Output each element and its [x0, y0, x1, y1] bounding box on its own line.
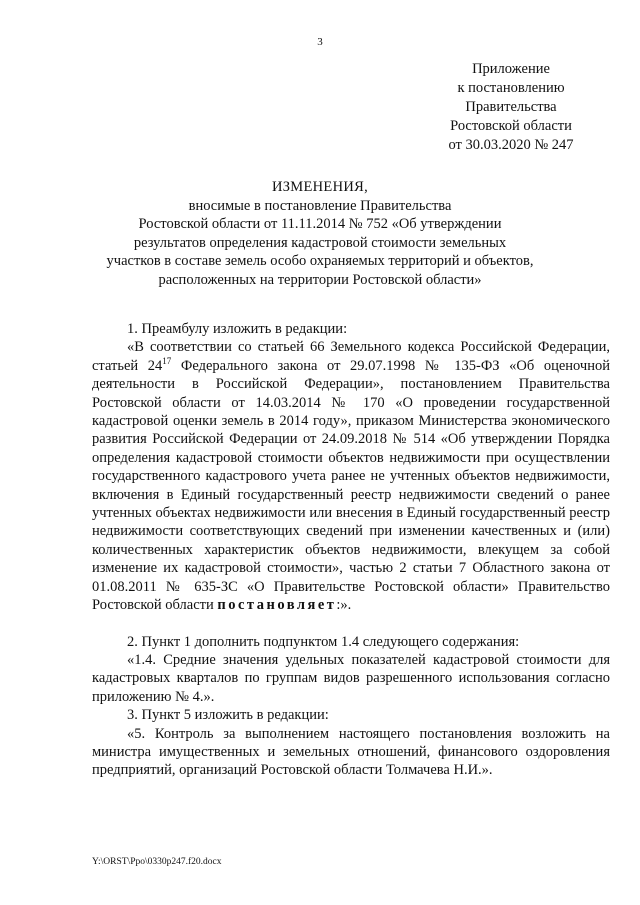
- item-3-intro: 3. Пункт 5 изложить в редакции:: [127, 707, 329, 724]
- document-title: [60, 178, 580, 289]
- item-1-quote-part-b: Федерального закона от 29.07.1998 № 135-ФЗ «Об оценочной деятельности в Российской Федерации», постановлением Правительства Ростовской области от 14.03.2014 № 170 «О проведении государственной кадастровой оценки земель в 2014 году», приказом Министерства экономического развития Российской Федерации от 24.09.2018 № 514 «Об утверждении Порядка определения кадастровой стоимости объектов недвижимости при осуществлении государственного кадастрового учета ранее не учтенных объектов недвижимости, включения в Единый государственный реестр недвижимости сведений о ранее учтенных объектах недвижимости или внесения в Единый государственный реестр недвижимости соответствующих сведений при изменении качественных и (или) количественных характеристик объектов недвижимости, влекущем за собой изменение их кадастровой стоимости», частью 2 статьи 7 Областного закона от 01.08.2011 № 635-ЗС «О Правительстве Ростовской области» Правительство Ростовской области: [92, 357, 610, 614]
- item-3-quote: «5. Контроль за выполнением настоящего постановления возложить на министра имущественных и земельных отношений, финансового оздоровления предприятий, организаций Ростовской области Толмачева Н.И.».: [92, 725, 610, 779]
- title-line: участков в составе земель особо охраняемых территорий и объектов,: [106, 253, 534, 269]
- item-1-intro: 1. Преамбулу изложить в редакции:: [127, 321, 348, 337]
- resolves-word: постановляет: [217, 597, 337, 614]
- title-heading: ИЗМЕНЕНИЯ,: [271, 179, 369, 195]
- appendix-line: Правительства: [465, 99, 557, 115]
- page-number: 3: [317, 36, 323, 48]
- article-superscript: 17: [162, 355, 172, 366]
- item-2-quote: «1.4. Средние значения удельных показателей кадастровой стоимости для кадастровых кварталов по группам видов разрешенного использования согласно приложению № 4.».: [92, 651, 610, 705]
- paragraph-gap: [92, 615, 610, 633]
- item-1-quote: [92, 338, 610, 614]
- appendix-line: Ростовской области: [450, 118, 572, 134]
- appendix-line: от 30.03.2020 № 247: [448, 137, 574, 153]
- item-1-quote-part-a: «В соответствии со статьей 66 Земельного кодекса Российской Федерации, статьей 24: [92, 339, 610, 374]
- appendix-line: к постановлению: [457, 80, 565, 96]
- file-path-footer: Y:\ORST\Ppo\0330p247.f20.docx: [92, 857, 222, 867]
- title-line: результатов определения кадастровой стоимости земельных: [133, 234, 507, 251]
- item-2-intro: 2. Пункт 1 дополнить подпунктом 1.4 следующего содержания:: [127, 633, 520, 650]
- title-line: вносимые в постановление Правительства: [188, 197, 452, 214]
- title-line: расположенных на территории Ростовской области»: [158, 271, 482, 288]
- appendix-line: Приложение: [472, 61, 550, 77]
- title-line: Ростовской области от 11.11.2014 № 752 «Об утверждении: [138, 216, 502, 232]
- appendix-block: [436, 60, 586, 155]
- document-body: [92, 320, 610, 780]
- item-1-quote-end: :».: [336, 597, 352, 614]
